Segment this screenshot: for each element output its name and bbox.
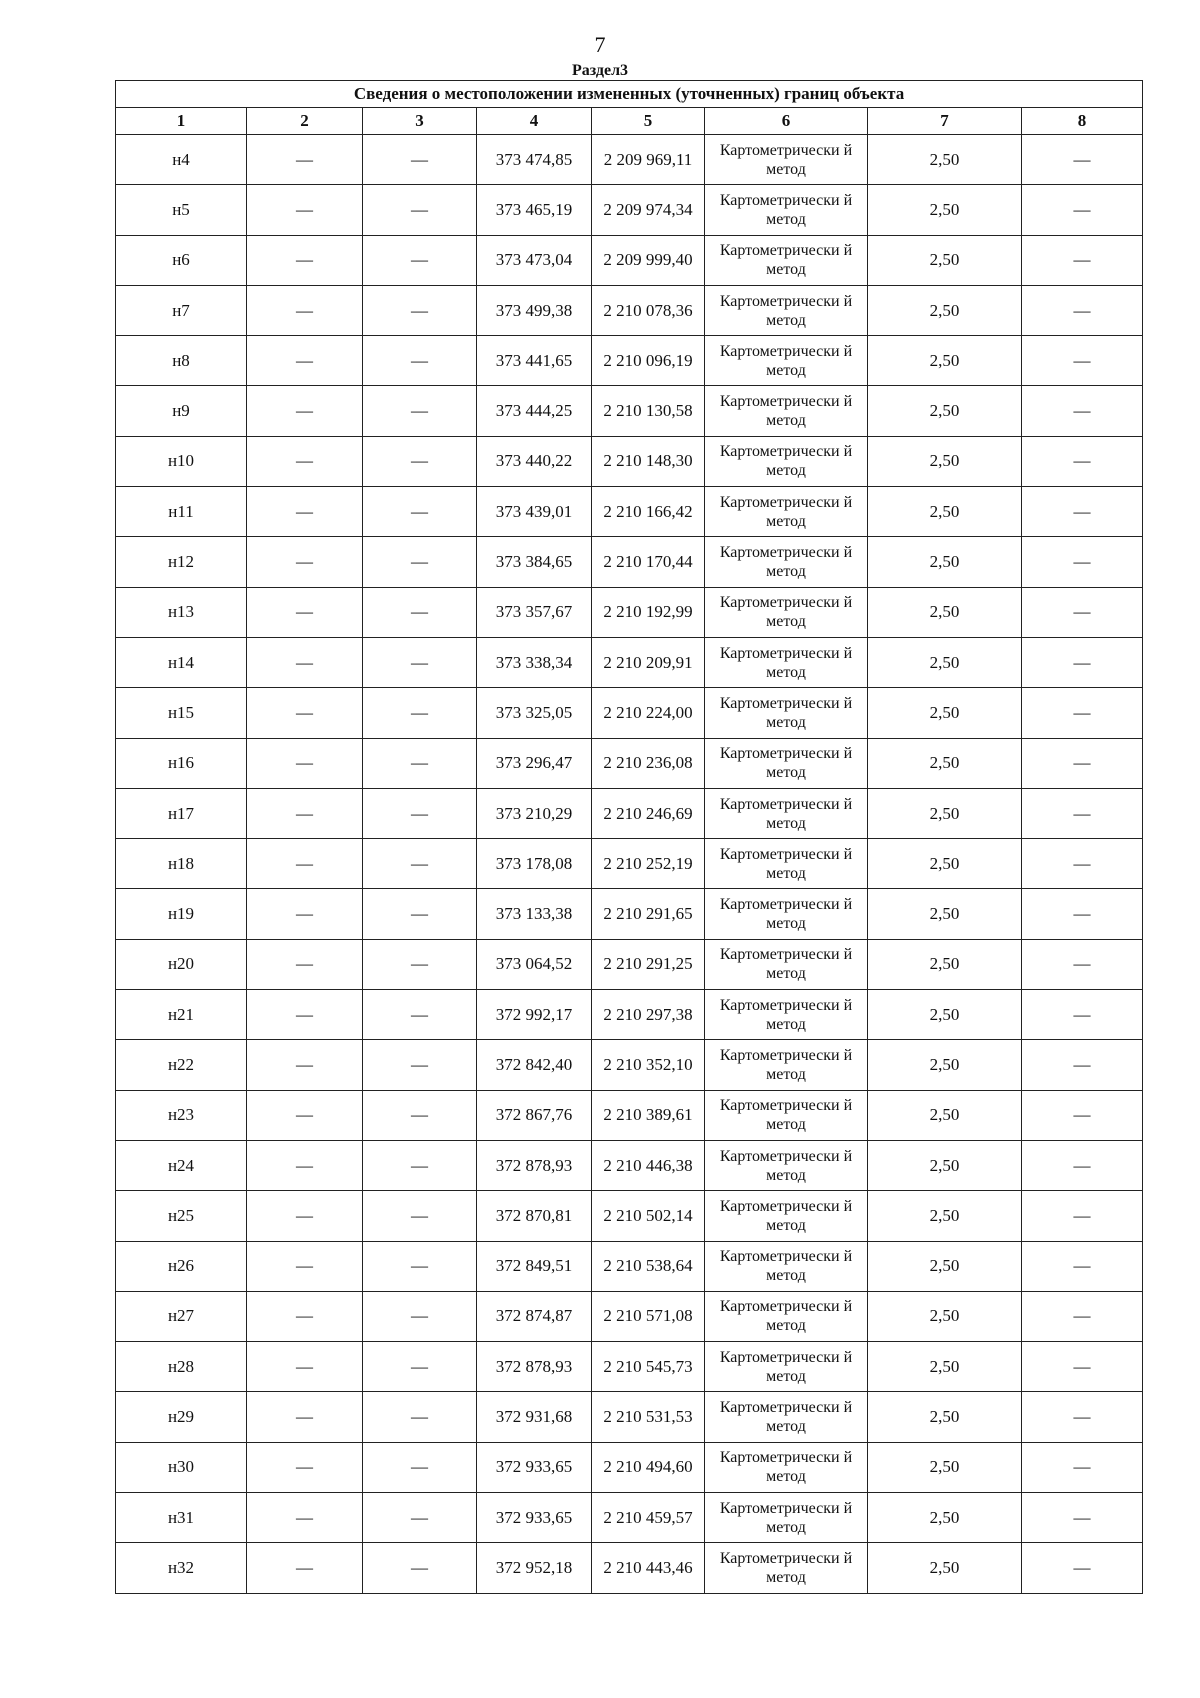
cell-col2: — bbox=[247, 1543, 363, 1593]
cell-method: Картометрически й метод bbox=[705, 688, 868, 738]
cell-col2: — bbox=[247, 688, 363, 738]
cell-col3: — bbox=[363, 487, 477, 537]
cell-point-id: н26 bbox=[116, 1241, 247, 1291]
cell-coord-y: 2 210 502,14 bbox=[592, 1191, 705, 1241]
cell-accuracy: 2,50 bbox=[868, 1090, 1022, 1140]
cell-col8: — bbox=[1022, 839, 1143, 889]
cell-point-id: н22 bbox=[116, 1040, 247, 1090]
cell-coord-x: 372 933,65 bbox=[477, 1493, 592, 1543]
cell-col8: — bbox=[1022, 990, 1143, 1040]
cell-accuracy: 2,50 bbox=[868, 1191, 1022, 1241]
cell-coord-x: 373 325,05 bbox=[477, 688, 592, 738]
cell-method: Картометрически й метод bbox=[705, 235, 868, 285]
cell-accuracy: 2,50 bbox=[868, 889, 1022, 939]
cell-point-id: н11 bbox=[116, 487, 247, 537]
cell-col8: — bbox=[1022, 386, 1143, 436]
cell-col8: — bbox=[1022, 336, 1143, 386]
table-row bbox=[116, 1241, 1143, 1291]
cell-accuracy: 2,50 bbox=[868, 1442, 1022, 1492]
cell-accuracy: 2,50 bbox=[868, 939, 1022, 989]
cell-coord-x: 372 867,76 bbox=[477, 1090, 592, 1140]
cell-coord-x: 373 064,52 bbox=[477, 939, 592, 989]
cell-coord-y: 2 210 252,19 bbox=[592, 839, 705, 889]
cell-col2: — bbox=[247, 1392, 363, 1442]
cell-col8: — bbox=[1022, 1543, 1143, 1593]
cell-col2: — bbox=[247, 839, 363, 889]
cell-method: Картометрически й метод bbox=[705, 1342, 868, 1392]
cell-accuracy: 2,50 bbox=[868, 386, 1022, 436]
cell-coord-y: 2 210 545,73 bbox=[592, 1342, 705, 1392]
cell-accuracy: 2,50 bbox=[868, 185, 1022, 235]
column-header-5: 5 bbox=[592, 108, 705, 135]
table-row bbox=[116, 285, 1143, 335]
table-row bbox=[116, 135, 1143, 185]
cell-col8: — bbox=[1022, 1493, 1143, 1543]
cell-coord-x: 372 842,40 bbox=[477, 1040, 592, 1090]
cell-coord-x: 373 439,01 bbox=[477, 487, 592, 537]
cell-accuracy: 2,50 bbox=[868, 1291, 1022, 1341]
cell-coord-x: 373 474,85 bbox=[477, 135, 592, 185]
cell-accuracy: 2,50 bbox=[868, 587, 1022, 637]
cell-coord-y: 2 209 969,11 bbox=[592, 135, 705, 185]
cell-point-id: н5 bbox=[116, 185, 247, 235]
table-row bbox=[116, 185, 1143, 235]
table-row bbox=[116, 889, 1143, 939]
cell-col3: — bbox=[363, 436, 477, 486]
cell-accuracy: 2,50 bbox=[868, 235, 1022, 285]
cell-method: Картометрически й метод bbox=[705, 1090, 868, 1140]
cell-accuracy: 2,50 bbox=[868, 738, 1022, 788]
cell-point-id: н6 bbox=[116, 235, 247, 285]
table-row bbox=[116, 1040, 1143, 1090]
cell-col3: — bbox=[363, 1543, 477, 1593]
cell-col2: — bbox=[247, 1291, 363, 1341]
cell-accuracy: 2,50 bbox=[868, 336, 1022, 386]
cell-col8: — bbox=[1022, 788, 1143, 838]
column-header-4: 4 bbox=[477, 108, 592, 135]
cell-method: Картометрически й метод bbox=[705, 939, 868, 989]
cell-col8: — bbox=[1022, 1392, 1143, 1442]
cell-method: Картометрически й метод bbox=[705, 738, 868, 788]
cell-coord-y: 2 210 236,08 bbox=[592, 738, 705, 788]
cell-accuracy: 2,50 bbox=[868, 1342, 1022, 1392]
cell-method: Картометрически й метод bbox=[705, 537, 868, 587]
cell-coord-y: 2 210 170,44 bbox=[592, 537, 705, 587]
cell-point-id: н9 bbox=[116, 386, 247, 436]
cell-col2: — bbox=[247, 1493, 363, 1543]
cell-coord-y: 2 210 297,38 bbox=[592, 990, 705, 1040]
cell-point-id: н12 bbox=[116, 537, 247, 587]
table-row bbox=[116, 788, 1143, 838]
page-number: 7 bbox=[594, 32, 606, 57]
column-header-3: 3 bbox=[363, 108, 477, 135]
cell-point-id: н31 bbox=[116, 1493, 247, 1543]
cell-col8: — bbox=[1022, 1342, 1143, 1392]
cell-col3: — bbox=[363, 688, 477, 738]
column-header-7: 7 bbox=[868, 108, 1022, 135]
cell-method: Картометрически й метод bbox=[705, 1493, 868, 1543]
cell-col8: — bbox=[1022, 285, 1143, 335]
cell-coord-x: 372 878,93 bbox=[477, 1342, 592, 1392]
table-row bbox=[116, 336, 1143, 386]
cell-point-id: н21 bbox=[116, 990, 247, 1040]
cell-col8: — bbox=[1022, 537, 1143, 587]
cell-col2: — bbox=[247, 1040, 363, 1090]
cell-col3: — bbox=[363, 386, 477, 436]
cell-coord-y: 2 210 446,38 bbox=[592, 1140, 705, 1190]
cell-coord-x: 372 849,51 bbox=[477, 1241, 592, 1291]
cell-col2: — bbox=[247, 990, 363, 1040]
cell-col2: — bbox=[247, 738, 363, 788]
column-header-8: 8 bbox=[1022, 108, 1143, 135]
cell-coord-y: 2 210 192,99 bbox=[592, 587, 705, 637]
cell-point-id: н14 bbox=[116, 637, 247, 687]
cell-point-id: н30 bbox=[116, 1442, 247, 1492]
cell-method: Картометрически й метод bbox=[705, 336, 868, 386]
cell-method: Картометрически й метод bbox=[705, 1392, 868, 1442]
cell-method: Картометрически й метод bbox=[705, 386, 868, 436]
cell-coord-y: 2 210 571,08 bbox=[592, 1291, 705, 1341]
column-header-2: 2 bbox=[247, 108, 363, 135]
boundary-coordinates-table bbox=[115, 80, 1143, 1594]
cell-col2: — bbox=[247, 135, 363, 185]
cell-coord-y: 2 210 246,69 bbox=[592, 788, 705, 838]
cell-coord-x: 373 440,22 bbox=[477, 436, 592, 486]
cell-accuracy: 2,50 bbox=[868, 436, 1022, 486]
cell-coord-x: 373 296,47 bbox=[477, 738, 592, 788]
table-row bbox=[116, 1090, 1143, 1140]
cell-col3: — bbox=[363, 889, 477, 939]
cell-col2: — bbox=[247, 1342, 363, 1392]
cell-method: Картометрически й метод bbox=[705, 1191, 868, 1241]
cell-col3: — bbox=[363, 939, 477, 989]
cell-coord-y: 2 210 352,10 bbox=[592, 1040, 705, 1090]
cell-coord-y: 2 210 538,64 bbox=[592, 1241, 705, 1291]
cell-col3: — bbox=[363, 235, 477, 285]
cell-method: Картометрически й метод bbox=[705, 1543, 868, 1593]
cell-accuracy: 2,50 bbox=[868, 285, 1022, 335]
cell-coord-x: 373 178,08 bbox=[477, 839, 592, 889]
cell-point-id: н7 bbox=[116, 285, 247, 335]
table-row bbox=[116, 235, 1143, 285]
table-row bbox=[116, 1543, 1143, 1593]
cell-coord-y: 2 210 078,36 bbox=[592, 285, 705, 335]
cell-point-id: н16 bbox=[116, 738, 247, 788]
cell-col3: — bbox=[363, 1291, 477, 1341]
cell-coord-x: 372 992,17 bbox=[477, 990, 592, 1040]
table-row bbox=[116, 839, 1143, 889]
cell-method: Картометрически й метод bbox=[705, 1291, 868, 1341]
table-row bbox=[116, 587, 1143, 637]
cell-col2: — bbox=[247, 1191, 363, 1241]
cell-coord-y: 2 210 291,25 bbox=[592, 939, 705, 989]
cell-point-id: н25 bbox=[116, 1191, 247, 1241]
cell-accuracy: 2,50 bbox=[868, 487, 1022, 537]
cell-col3: — bbox=[363, 1392, 477, 1442]
cell-coord-x: 372 870,81 bbox=[477, 1191, 592, 1241]
cell-method: Картометрически й метод bbox=[705, 436, 868, 486]
cell-method: Картометрически й метод bbox=[705, 285, 868, 335]
table-title: Сведения о местоположении измененных (уточненных) границ объекта bbox=[116, 81, 1143, 108]
cell-col2: — bbox=[247, 386, 363, 436]
cell-point-id: н28 bbox=[116, 1342, 247, 1392]
cell-point-id: н19 bbox=[116, 889, 247, 939]
cell-coord-x: 372 931,68 bbox=[477, 1392, 592, 1442]
cell-col2: — bbox=[247, 436, 363, 486]
cell-accuracy: 2,50 bbox=[868, 839, 1022, 889]
cell-col2: — bbox=[247, 1241, 363, 1291]
cell-coord-y: 2 210 291,65 bbox=[592, 889, 705, 939]
cell-point-id: н8 bbox=[116, 336, 247, 386]
cell-col3: — bbox=[363, 587, 477, 637]
cell-method: Картометрически й метод bbox=[705, 587, 868, 637]
table-row bbox=[116, 990, 1143, 1040]
cell-col8: — bbox=[1022, 1191, 1143, 1241]
column-header-6: 6 bbox=[705, 108, 868, 135]
cell-point-id: н13 bbox=[116, 587, 247, 637]
cell-coord-y: 2 210 224,00 bbox=[592, 688, 705, 738]
cell-coord-x: 373 473,04 bbox=[477, 235, 592, 285]
cell-col8: — bbox=[1022, 1442, 1143, 1492]
cell-col2: — bbox=[247, 285, 363, 335]
cell-accuracy: 2,50 bbox=[868, 1040, 1022, 1090]
cell-coord-y: 2 210 096,19 bbox=[592, 336, 705, 386]
cell-coord-y: 2 209 974,34 bbox=[592, 185, 705, 235]
table-row bbox=[116, 1342, 1143, 1392]
cell-col2: — bbox=[247, 487, 363, 537]
cell-accuracy: 2,50 bbox=[868, 1493, 1022, 1543]
cell-col8: — bbox=[1022, 185, 1143, 235]
cell-method: Картометрически й метод bbox=[705, 839, 868, 889]
cell-col3: — bbox=[363, 839, 477, 889]
cell-coord-x: 372 878,93 bbox=[477, 1140, 592, 1190]
cell-col2: — bbox=[247, 537, 363, 587]
cell-col2: — bbox=[247, 235, 363, 285]
cell-col3: — bbox=[363, 637, 477, 687]
cell-point-id: н29 bbox=[116, 1392, 247, 1442]
cell-point-id: н17 bbox=[116, 788, 247, 838]
cell-col8: — bbox=[1022, 939, 1143, 989]
cell-coord-y: 2 210 166,42 bbox=[592, 487, 705, 537]
cell-col3: — bbox=[363, 336, 477, 386]
cell-coord-y: 2 210 389,61 bbox=[592, 1090, 705, 1140]
cell-coord-x: 373 338,34 bbox=[477, 637, 592, 687]
table-row bbox=[116, 738, 1143, 788]
cell-method: Картометрически й метод bbox=[705, 1040, 868, 1090]
table-row bbox=[116, 1291, 1143, 1341]
cell-col3: — bbox=[363, 285, 477, 335]
cell-col2: — bbox=[247, 1442, 363, 1492]
cell-col8: — bbox=[1022, 688, 1143, 738]
cell-col8: — bbox=[1022, 1140, 1143, 1190]
cell-col3: — bbox=[363, 1241, 477, 1291]
cell-col8: — bbox=[1022, 1291, 1143, 1341]
cell-point-id: н27 bbox=[116, 1291, 247, 1341]
cell-coord-y: 2 210 443,46 bbox=[592, 1543, 705, 1593]
cell-coord-x: 372 874,87 bbox=[477, 1291, 592, 1341]
cell-coord-x: 372 952,18 bbox=[477, 1543, 592, 1593]
section-title: Раздел3 bbox=[571, 62, 629, 79]
cell-col8: — bbox=[1022, 889, 1143, 939]
cell-col8: — bbox=[1022, 738, 1143, 788]
cell-coord-y: 2 210 531,53 bbox=[592, 1392, 705, 1442]
cell-coord-x: 373 499,38 bbox=[477, 285, 592, 335]
table-row bbox=[116, 688, 1143, 738]
cell-accuracy: 2,50 bbox=[868, 1543, 1022, 1593]
cell-point-id: н18 bbox=[116, 839, 247, 889]
table-row bbox=[116, 537, 1143, 587]
cell-method: Картометрически й метод bbox=[705, 1140, 868, 1190]
column-header-1: 1 bbox=[116, 108, 247, 135]
cell-method: Картометрически й метод bbox=[705, 185, 868, 235]
cell-col3: — bbox=[363, 135, 477, 185]
cell-col3: — bbox=[363, 738, 477, 788]
cell-col3: — bbox=[363, 1342, 477, 1392]
cell-method: Картометрически й метод bbox=[705, 637, 868, 687]
cell-point-id: н23 bbox=[116, 1090, 247, 1140]
cell-coord-x: 373 357,67 bbox=[477, 587, 592, 637]
column-header-row bbox=[116, 108, 1143, 135]
table-row bbox=[116, 487, 1143, 537]
cell-col8: — bbox=[1022, 637, 1143, 687]
cell-point-id: н10 bbox=[116, 436, 247, 486]
cell-col2: — bbox=[247, 587, 363, 637]
cell-accuracy: 2,50 bbox=[868, 688, 1022, 738]
cell-col2: — bbox=[247, 637, 363, 687]
cell-coord-x: 373 133,38 bbox=[477, 889, 592, 939]
cell-col2: — bbox=[247, 1090, 363, 1140]
cell-col3: — bbox=[363, 1090, 477, 1140]
cell-point-id: н32 bbox=[116, 1543, 247, 1593]
cell-coord-x: 373 210,29 bbox=[477, 788, 592, 838]
cell-method: Картометрически й метод bbox=[705, 990, 868, 1040]
cell-col3: — bbox=[363, 1493, 477, 1543]
cell-col2: — bbox=[247, 336, 363, 386]
cell-col3: — bbox=[363, 1140, 477, 1190]
cell-method: Картометрически й метод bbox=[705, 1241, 868, 1291]
table-row bbox=[116, 1392, 1143, 1442]
table-row bbox=[116, 386, 1143, 436]
cell-col8: — bbox=[1022, 436, 1143, 486]
cell-col3: — bbox=[363, 788, 477, 838]
cell-accuracy: 2,50 bbox=[868, 135, 1022, 185]
cell-point-id: н4 bbox=[116, 135, 247, 185]
cell-col8: — bbox=[1022, 487, 1143, 537]
cell-coord-x: 373 465,19 bbox=[477, 185, 592, 235]
cell-point-id: н20 bbox=[116, 939, 247, 989]
cell-accuracy: 2,50 bbox=[868, 537, 1022, 587]
table-row bbox=[116, 436, 1143, 486]
cell-coord-y: 2 209 999,40 bbox=[592, 235, 705, 285]
cell-accuracy: 2,50 bbox=[868, 788, 1022, 838]
cell-col8: — bbox=[1022, 1241, 1143, 1291]
cell-method: Картометрически й метод bbox=[705, 487, 868, 537]
cell-col2: — bbox=[247, 1140, 363, 1190]
cell-col2: — bbox=[247, 889, 363, 939]
cell-accuracy: 2,50 bbox=[868, 1241, 1022, 1291]
cell-accuracy: 2,50 bbox=[868, 990, 1022, 1040]
cell-col3: — bbox=[363, 990, 477, 1040]
cell-col2: — bbox=[247, 185, 363, 235]
cell-col2: — bbox=[247, 939, 363, 989]
table-row bbox=[116, 1140, 1143, 1190]
cell-accuracy: 2,50 bbox=[868, 1392, 1022, 1442]
cell-coord-x: 373 384,65 bbox=[477, 537, 592, 587]
cell-col3: — bbox=[363, 537, 477, 587]
table-row bbox=[116, 939, 1143, 989]
cell-col8: — bbox=[1022, 1090, 1143, 1140]
table-row bbox=[116, 1442, 1143, 1492]
cell-method: Картометрически й метод bbox=[705, 135, 868, 185]
cell-col2: — bbox=[247, 788, 363, 838]
cell-method: Картометрически й метод bbox=[705, 889, 868, 939]
cell-coord-x: 373 444,25 bbox=[477, 386, 592, 436]
cell-col3: — bbox=[363, 185, 477, 235]
cell-col8: — bbox=[1022, 587, 1143, 637]
cell-col8: — bbox=[1022, 235, 1143, 285]
cell-coord-y: 2 210 148,30 bbox=[592, 436, 705, 486]
cell-accuracy: 2,50 bbox=[868, 637, 1022, 687]
cell-point-id: н15 bbox=[116, 688, 247, 738]
cell-coord-y: 2 210 459,57 bbox=[592, 1493, 705, 1543]
table-row bbox=[116, 1493, 1143, 1543]
cell-coord-y: 2 210 494,60 bbox=[592, 1442, 705, 1492]
cell-accuracy: 2,50 bbox=[868, 1140, 1022, 1190]
table-row bbox=[116, 1191, 1143, 1241]
cell-coord-x: 373 441,65 bbox=[477, 336, 592, 386]
cell-method: Картометрически й метод bbox=[705, 1442, 868, 1492]
cell-coord-y: 2 210 130,58 bbox=[592, 386, 705, 436]
cell-col8: — bbox=[1022, 1040, 1143, 1090]
table-row bbox=[116, 637, 1143, 687]
cell-col3: — bbox=[363, 1040, 477, 1090]
cell-coord-x: 372 933,65 bbox=[477, 1442, 592, 1492]
cell-col3: — bbox=[363, 1191, 477, 1241]
cell-col8: — bbox=[1022, 135, 1143, 185]
cell-method: Картометрически й метод bbox=[705, 788, 868, 838]
cell-coord-y: 2 210 209,91 bbox=[592, 637, 705, 687]
cell-col3: — bbox=[363, 1442, 477, 1492]
cell-point-id: н24 bbox=[116, 1140, 247, 1190]
